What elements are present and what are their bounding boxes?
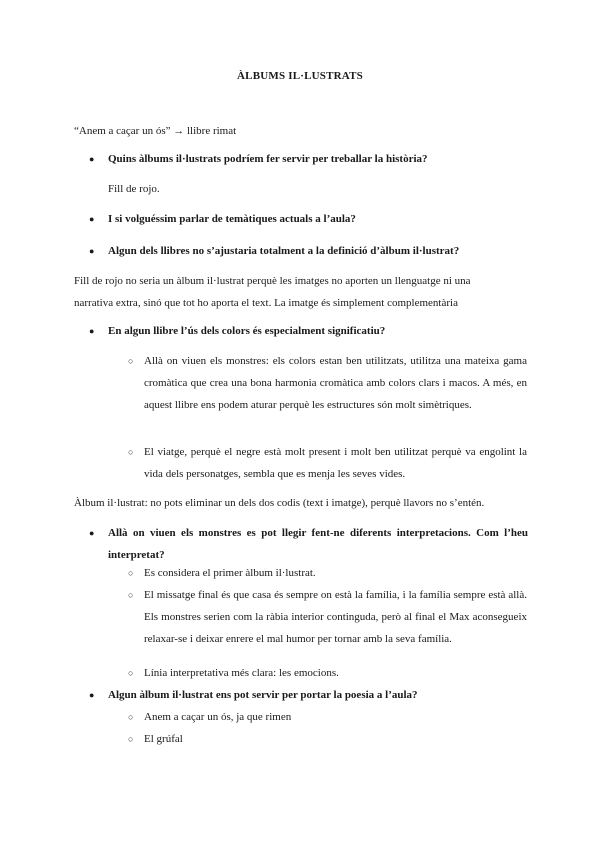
question-3: Algun dels llibres no s’ajustaria totalment a la definició d’àlbum il·lustrat?: [108, 245, 460, 257]
circle-bullet-icon: ○: [128, 590, 134, 600]
answer-5-3: Línia interpretativa més clara: les emocions.: [144, 667, 339, 679]
bullet-icon: ●: [89, 154, 95, 164]
question-5: Allà on viuen els monstres es pot llegir fent-ne diferents interpretacions. Com l’heu interpretat?: [108, 527, 528, 561]
circle-bullet-icon: ○: [128, 356, 134, 366]
page-title: ÀLBUMS IL·LUSTRATS: [237, 70, 363, 82]
answer-4-2: El viatge, perquè el negre està molt present i molt ben utilitzat perquè va engolint la vida dels personatges, sembla que es menja les seves vides.: [144, 446, 527, 480]
circle-bullet-icon: ○: [128, 712, 134, 722]
answer-5-2: El missatge final és que casa és sempre on està la família, i la família sempre està allà. Els monstres serien com la ràbia interior continguda, però al final el Max aconsegueix relaxar-se i deixar enrere el mal humor per tornar amb la seva família.: [144, 589, 527, 645]
answer-4-1: Allà on viuen els monstres: els colors estan ben utilitzats, utilitza una mateixa gama cromàtica que crea una bona harmonia cromàtica amb colors clars i macos. A més, en aquest llibre ens podem aturar perquè les estructures són molt simètriques.: [144, 355, 527, 411]
bullet-icon: ●: [89, 690, 95, 700]
paragraph-1-line-2: narrativa extra, sinó que tot ho aporta el text. La imatge és simplement complementària: [74, 297, 458, 309]
question-1: Quins àlbums il·lustrats podríem fer servir per treballar la història?: [108, 153, 428, 165]
answer-6-1: Anem a caçar un ós, ja que rimen: [144, 711, 292, 723]
bullet-icon: ●: [89, 326, 95, 336]
paragraph-1-line-1: Fill de rojo no seria un àlbum il·lustrat perquè les imatges no aporten un llenguatge ni una: [74, 275, 471, 287]
answer-5-1: Es considera el primer àlbum il·lustrat.: [144, 567, 316, 579]
circle-bullet-icon: ○: [128, 447, 134, 457]
question-4: En algun llibre l’ús dels colors és especialment significatiu?: [108, 325, 386, 337]
circle-bullet-icon: ○: [128, 668, 134, 678]
intro-line: “Anem a caçar un ós” → llibre rimat: [74, 125, 237, 137]
circle-bullet-icon: ○: [128, 568, 134, 578]
bullet-icon: ●: [89, 246, 95, 256]
bullet-icon: ●: [89, 214, 95, 224]
answer-6-2: El grúfal: [144, 733, 183, 745]
paragraph-2: Àlbum il·lustrat: no pots eliminar un dels dos codis (text i imatge), perquè llavors no s’entén.: [74, 497, 485, 509]
question-6: Algun àlbum il·lustrat ens pot servir per portar la poesia a l’aula?: [108, 689, 418, 701]
question-2: I si volguéssim parlar de temàtiques actuals a l’aula?: [108, 213, 356, 225]
answer-1: Fill de rojo.: [108, 183, 160, 195]
circle-bullet-icon: ○: [128, 734, 134, 744]
bullet-icon: ●: [89, 528, 95, 538]
